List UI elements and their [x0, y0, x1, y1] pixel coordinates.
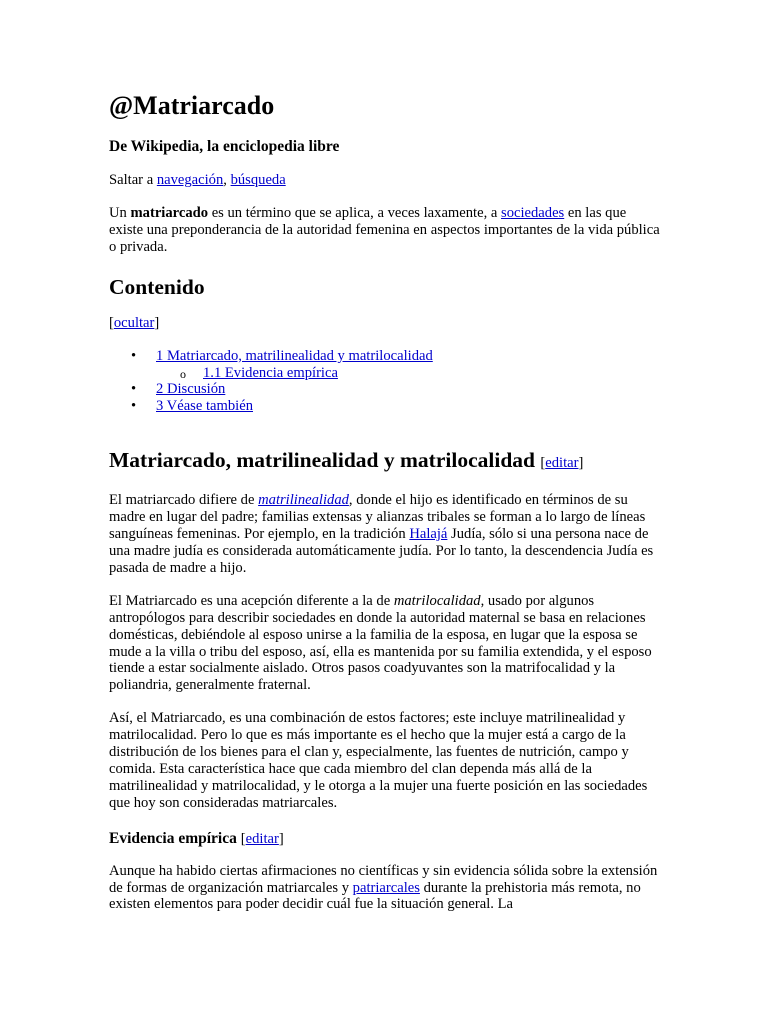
toc-item: [109, 381, 661, 398]
toc-link-1[interactable]: 1 Matriarcado, matrilinealidad y matrilocalidad: [156, 347, 433, 364]
patriarcales-link[interactable]: patriarcales: [352, 879, 420, 896]
toc-item: [109, 348, 661, 382]
matrilinealidad-link[interactable]: [258, 492, 349, 508]
edit-bracket-open: [: [240, 830, 246, 847]
matrilinealidad-italic: matrilinealidad: [258, 492, 349, 509]
section-paragraph-1: [109, 492, 661, 577]
subsection-title: Evidencia empírica: [109, 829, 237, 847]
article-page: [109, 86, 661, 913]
toc-hide-toggle: [109, 315, 661, 332]
toc-link-3[interactable]: 3 Véase también: [156, 398, 253, 415]
jump-prefix: Saltar a: [109, 172, 157, 188]
toc-list: [109, 348, 661, 416]
jump-separator: ,: [223, 172, 231, 188]
section-heading: [109, 445, 661, 478]
intro-text-2: es un término que se aplica, a veces laxamente, a: [208, 204, 502, 221]
edit-bracket-close: ]: [578, 455, 584, 472]
toc-hide-bracket-close: ]: [154, 314, 160, 331]
toc-link-1-1[interactable]: 1.1 Evidencia empírica: [203, 364, 338, 381]
toc-subitem: [156, 365, 661, 382]
toc-title: Contenido: [109, 274, 205, 299]
search-link[interactable]: búsqueda: [230, 172, 286, 188]
section-paragraph-2: [109, 593, 661, 694]
p2-text-2: , usado por algunos antropólogos para describir sociedades en donde la autoridad maternal se basa en relaciones domésticas, debiéndole al esposo unirse a la familia de la esposa, en lugar que la esposa se mude a la villa o tribu del esposo, así, ella es mantenida por su familia extendida, y el esposo tiende a estar socialmente aislado. Otros pasos coadyuvantes son la matrifocalidad y la poliandria, generalmente fraternal.: [109, 592, 652, 694]
section-edit-link[interactable]: editar: [545, 455, 579, 472]
toc-sublist: [156, 365, 661, 382]
intro-paragraph: [109, 205, 661, 256]
intro-text-1: Un: [109, 204, 131, 221]
page-subtitle: De Wikipedia, la enciclopedia libre: [109, 138, 340, 155]
toc-hide-link[interactable]: ocultar: [113, 314, 155, 331]
intro-bold-term: matriarcado: [130, 204, 209, 221]
toc-link-2[interactable]: 2 Discusión: [156, 381, 226, 398]
subsection-edit-link[interactable]: editar: [245, 830, 279, 847]
subsection-paragraph-1: [109, 863, 661, 914]
p1-text-2: , donde el hijo es identificado en términos de su madre en lugar del padre; familias extensas y alianzas tribales se forman a lo largo de líneas sanguíneas femeninas. Por ejemplo, en la tradición: [109, 492, 646, 543]
sub-p1-text-1: Aunque ha habido ciertas afirmaciones no científicas y sin evidencia sólida sobre la extensión de formas de organización matriarcales y: [109, 862, 658, 896]
page-title: @Matriarcado: [109, 91, 275, 120]
p1-text-1: El matriarcado difiere de: [109, 492, 259, 509]
p1-text-3: Judía, sólo si una persona nace de una madre judía es considerada automáticamente judía. Por lo tanto, la descendencia Judía es pasada de madre a hijo.: [109, 526, 654, 576]
subsection-heading: [109, 830, 661, 848]
section-edit: [540, 455, 583, 471]
section-paragraph-3: Así, el Matriarcado, es una combinación de estos factores; este incluye matrilinealidad y matrilocalidad. Pero lo que es más importante es el hecho que la mujer está a cargo de la distribución de los bienes para el clan y, especialmente, las fuentes de nutrición, campo y comida. Esta característica hace que cada miembro del clan dependa más allá de la matrilinealidad y matrilocalidad, y le otorga a la mujer una fuerte posición en las sociedades que hoy son consideradas matriarcales.: [109, 710, 648, 811]
edit-bracket-open: [: [540, 455, 546, 472]
societies-link[interactable]: sociedades: [501, 204, 565, 221]
toc-item: [109, 398, 661, 415]
halaja-link[interactable]: Halajá: [409, 526, 448, 543]
intro-text-3: en las que existe una preponderancia de la autoridad femenina en aspectos importantes de la vida pública o privada.: [109, 204, 660, 255]
jump-links: [109, 172, 661, 189]
p2-text-1: El Matriarcado es una acepción diferente a la de: [109, 592, 394, 609]
subsection-edit: [241, 831, 284, 847]
toc-hide-bracket-open: [: [109, 314, 114, 331]
navigation-link[interactable]: navegación: [156, 172, 224, 188]
section-title: Matriarcado, matrilinealidad y matrilocalidad: [109, 448, 535, 473]
edit-bracket-close: ]: [278, 830, 284, 847]
p2-italic-term: matrilocalidad: [393, 592, 481, 609]
sub-p1-text-2: durante la prehistoria más remota, no existen elementos para poder decidir cuál fue la situación general. La: [109, 879, 641, 913]
